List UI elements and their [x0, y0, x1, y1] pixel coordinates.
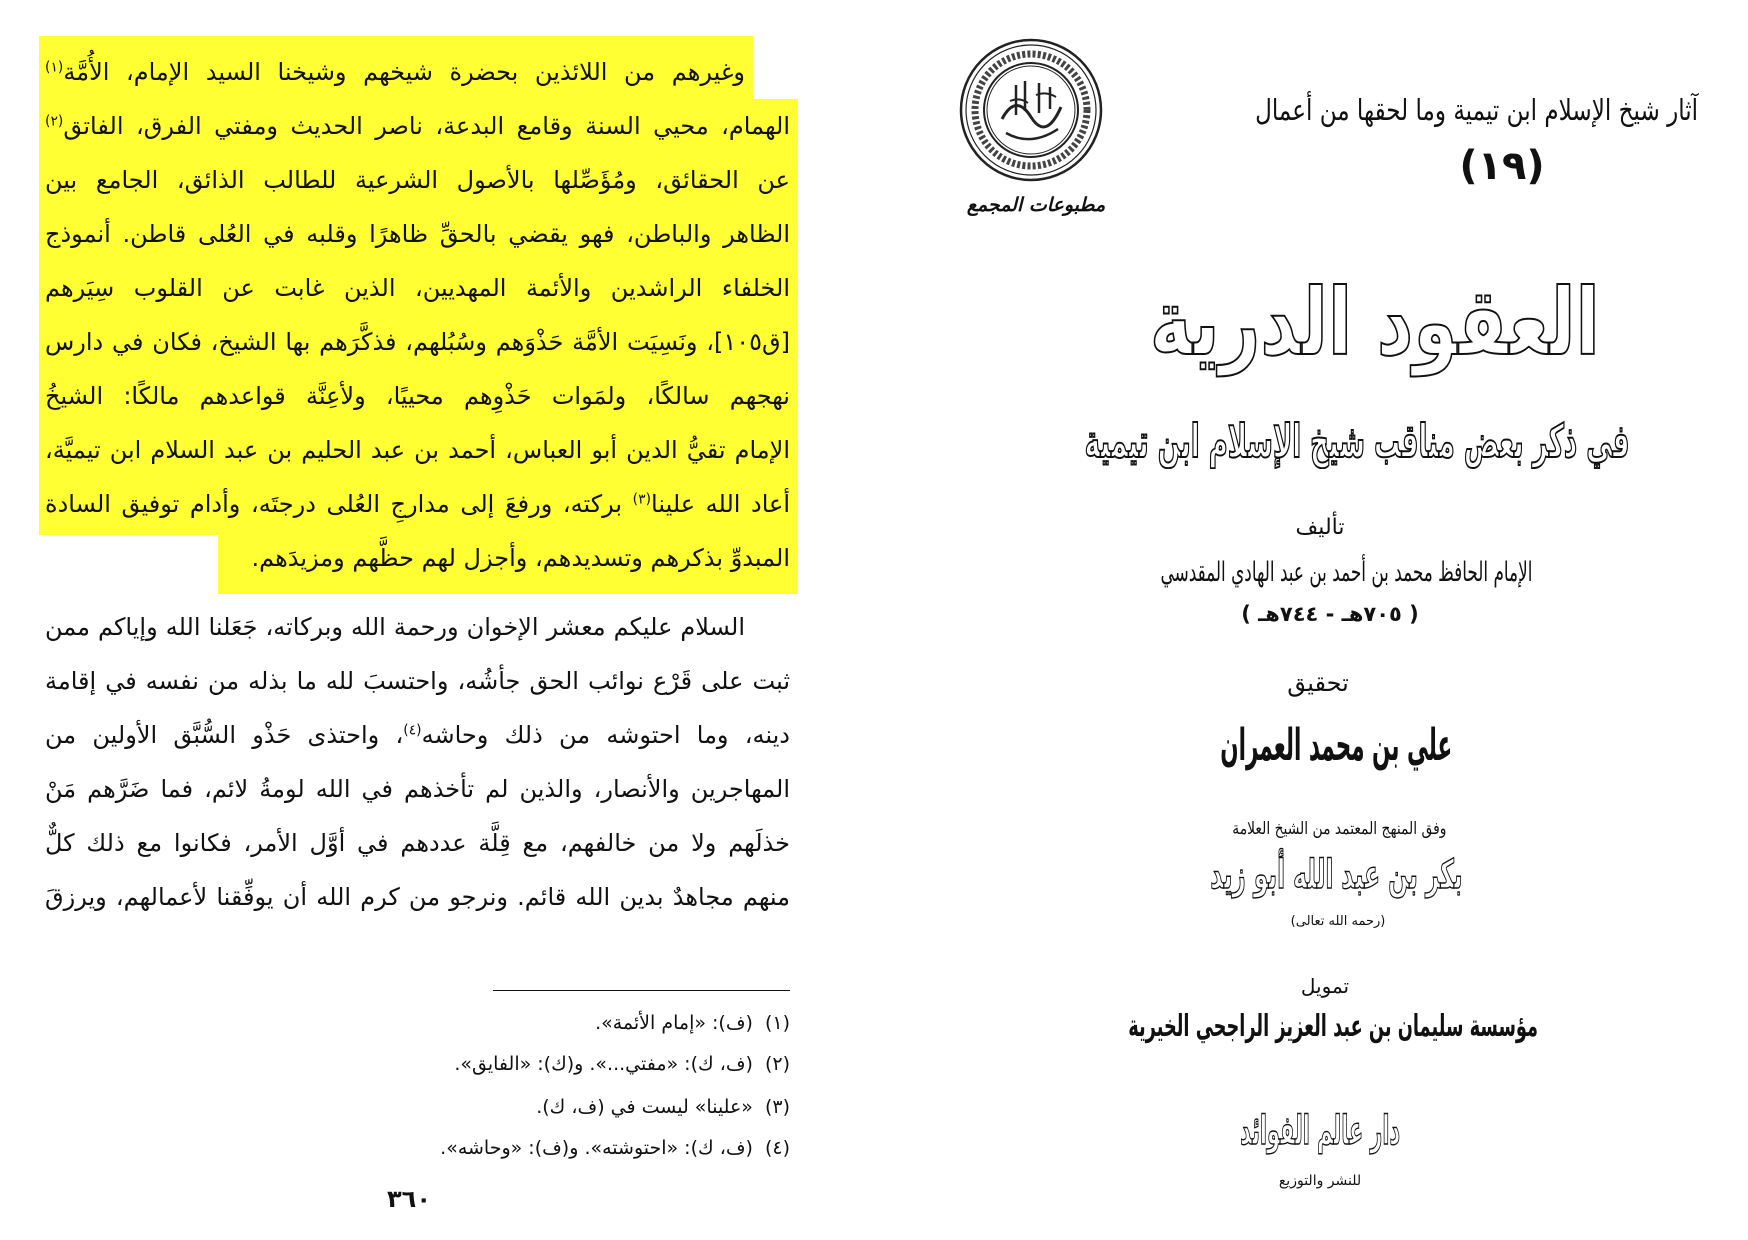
book-subtitle [1085, 405, 1630, 477]
series-title-text: آثار شيخ الإسلام ابن تيمية وما لحقها من أعمال [1255, 93, 1698, 127]
author-name-text: الإمام الحافظ محمد بن أحمد بن عبد الهادي المقدسي [1160, 556, 1532, 588]
book-title-text: العقود الدرية [1149, 268, 1600, 376]
text-line [45, 50, 745, 94]
publisher-name-text: دار عالم الفوائد [1240, 1108, 1400, 1154]
line-text: بركته، ورفعَ إلى مدارجِ العُلى درجتَه، وأدام توفيق السادة [45, 490, 633, 518]
seal-emblem [958, 37, 1104, 183]
text-line [45, 767, 790, 811]
funding-label-text: تمويل [1300, 974, 1350, 998]
supervisor-name-text: بكر بن عبد الله أبو زيد [1209, 852, 1463, 898]
line-text: الهمام، محيي السنة وقامع البدعة، ناصر الحديث ومفتي الفرق، الفاتق [63, 112, 790, 140]
line-text: نهجهم سالكًا، ولمَوات حَذْوِهم محييًا، ولأعِنَّة قواعدهم مالكًا: الشيخُ [45, 382, 790, 410]
line-text: عن الحقائق، ومُؤَصِّلها بالأصول الشرعية للطالب الذائق، الجامع بين [45, 166, 790, 194]
text-line [45, 158, 790, 202]
text-line [45, 428, 790, 472]
text-line [45, 320, 790, 364]
footnote [45, 1008, 790, 1038]
methodology-note [1232, 816, 1446, 842]
footnote-text: (ف، ك): «مفتي...». و(ك): «الفايق». [454, 1053, 753, 1075]
methodology-note-text: وفق المنهج المعتمد من الشيخ العلامة [1231, 819, 1447, 839]
footnote-number: (١) [764, 1012, 790, 1034]
footnote [45, 1133, 790, 1163]
line-text: ثبت على قَرْع نوائب الحق جأشُه، واحتسبَ لله ما بذله من نفسه في إقامة [45, 667, 790, 695]
editor-label-text: تحقيق [1287, 669, 1349, 697]
footnote-number: (٢) [764, 1053, 790, 1075]
text-line [45, 713, 790, 757]
supervisor-name [1210, 850, 1462, 900]
text-line [45, 104, 790, 148]
book-title [1150, 262, 1600, 382]
funding-label [1275, 972, 1375, 1000]
line-text: المبدوِّ بذكرهم وتسديدهم، وأجزل لهم حظَّهم ومزيدَهم. [251, 544, 790, 572]
text-line [45, 374, 790, 418]
footnote-ref: (٤) [403, 722, 422, 739]
line-text: المهاجرين والأنصار، والذين لم تأخذهم في الله لومةُ لائم، فما ضَرَّهم مَنْ [45, 775, 790, 803]
publisher-tagline-text: للنشر والتوزيع [1278, 1173, 1362, 1189]
supervisor-honorific-text: (رحمه الله تعالى) [1290, 913, 1386, 929]
text-line [45, 482, 790, 526]
line-text: الإمام تقيُّ الدين أبو العباس، أحمد بن عبد الحليم بن عبد السلام ابن تيميَّة، [45, 436, 790, 464]
footnote-number: (٤) [764, 1137, 790, 1159]
book-subtitle-text: في ذكر بعض مناقب شيخ الإسلام ابن تيمية [1085, 414, 1630, 468]
footnote-text: (ف، ك): «احتوشته». و(ف): «وحاشه». [440, 1137, 753, 1159]
author-dates-text: ( ٧٠٥هـ - ٧٤٤هـ ) [1241, 602, 1419, 626]
line-text: دينه، وما احتوشه من ذلك وحاشه [421, 721, 790, 749]
line-text: الخلفاء الراشدين والأئمة المهديين، الذين غابت عن القلوب سِيَرهم [45, 274, 790, 302]
volume-number-text: (١٩) [1459, 143, 1545, 189]
footnote-ref: (٣) [632, 491, 652, 508]
text-line [45, 659, 790, 703]
text-line [45, 875, 790, 919]
series-title [1255, 88, 1698, 132]
editor-name [1220, 716, 1452, 774]
footnote-rule [493, 990, 790, 991]
editor-name-text: علي بن محمد العمران [1219, 719, 1452, 771]
line-text: ، واحتذى حَذْو السُّبَّق الأولين من [45, 721, 404, 749]
editor-label [1268, 666, 1368, 700]
seal-caption-text: مطبوعات المجمع [966, 194, 1106, 216]
author-name [1160, 553, 1532, 591]
line-text: الظاهر والباطن، فهو يقضي بالحقِّ ظاهرًا وقلبه في العُلى قاطن. أنموذج [45, 220, 790, 248]
footnote-ref: (٢) [45, 113, 64, 130]
publisher-tagline [1270, 1170, 1370, 1192]
author-label [1270, 510, 1370, 544]
page-number: ٣٦٠ [387, 1185, 431, 1213]
text-line [45, 212, 790, 256]
text-line [45, 821, 790, 865]
funding-foundation-text: مؤسسة سليمان بن عبد العزيز الراجحي الخيرية [1128, 1008, 1538, 1044]
footnote-number: (٣) [764, 1096, 790, 1118]
footnote [45, 1049, 790, 1079]
line-text: السلام عليكم معشر الإخوان ورحمة الله وبركاته، جَعَلنا الله وإياكم ممن [45, 613, 745, 641]
line-text: وغيرهم من اللائذين بحضرة شيخهم وشيخنا السيد الإمام، الأُمَّة [63, 58, 745, 86]
footnote-text: (ف): «إمام الأئمة». [595, 1012, 753, 1034]
seal-caption [966, 190, 1106, 220]
line-text: [ق١٠٥]، ونَسِيَت الأمَّة حَذْوَهم وسُبُلهم، فذكَّرَهم بها الشيخ، فكان في دارس [45, 328, 790, 356]
funding-foundation [1128, 1005, 1538, 1047]
footnote [45, 1092, 790, 1122]
footnote-text: «علينا» ليست في (ف، ك). [536, 1096, 753, 1118]
footnote-ref: (١) [45, 59, 64, 76]
author-label-text: تأليف [1295, 514, 1345, 540]
line-text: أعاد الله علينا [651, 490, 790, 518]
text-line [45, 605, 745, 649]
line-text: منهم مجاهدٌ بدين الله قائم. ونرجو من كرم الله أن يوفِّقنا لأعمالهم، ويرزقَ [45, 883, 790, 911]
volume-number [1432, 140, 1572, 192]
publisher-logo [1240, 1103, 1400, 1159]
line-text: خذلَهم ولا من خالفهم، مع قِلَّة عددهم في أوَّل الأمر، فكانوا مع ذلك كلٌّ [45, 829, 790, 857]
text-line [45, 536, 790, 580]
author-dates [1240, 598, 1420, 630]
text-line [45, 266, 790, 310]
supervisor-honorific [1290, 911, 1386, 931]
left-page [0, 0, 820, 1240]
